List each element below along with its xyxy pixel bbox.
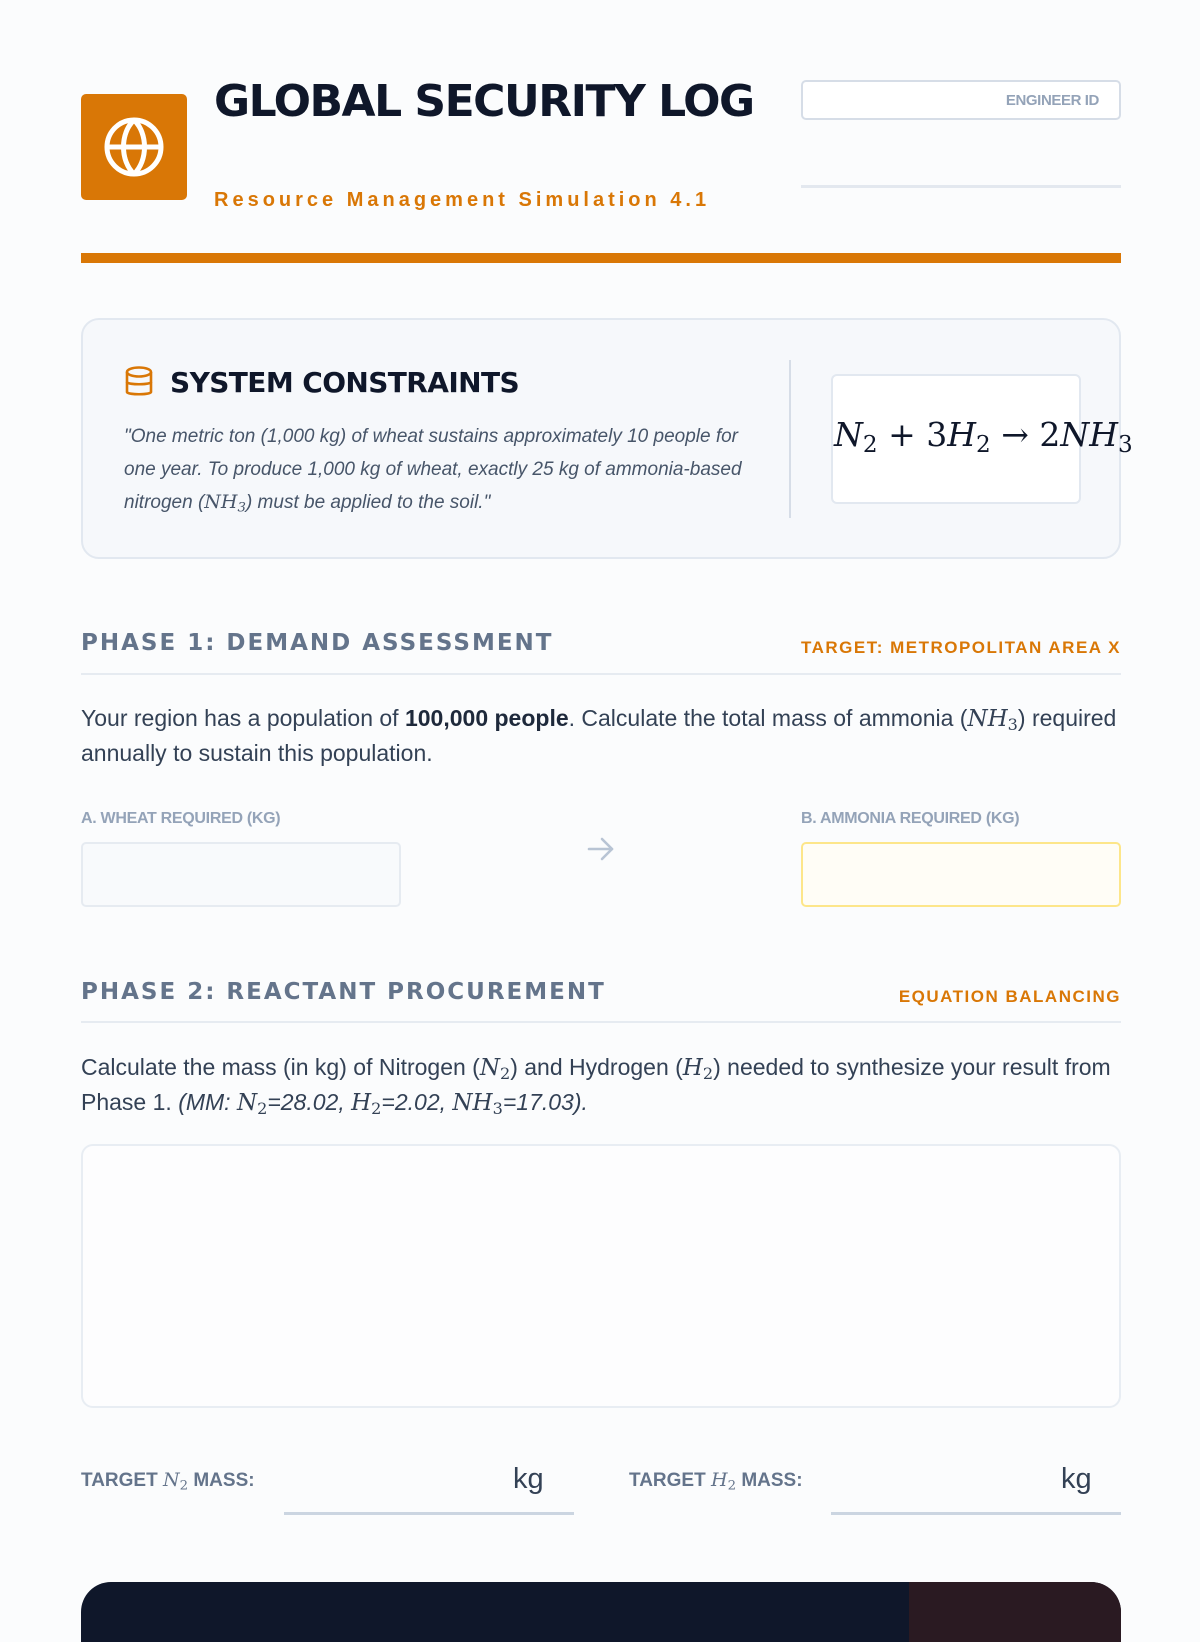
card-divider: [789, 360, 791, 518]
engineer-id-field[interactable]: ENGINEER ID: [801, 80, 1121, 120]
phase1-instructions: Your region has a population of 100,000 people. Calculate the total mass of ammonia $(NH_3)$ required annually to sustain this population.: [81, 705, 1117, 766]
phase2-tag: EQUATION BALANCING: [898, 987, 1121, 1006]
phase1-title: PHASE 1: DEMAND ASSESSMENT: [81, 630, 554, 656]
engineer-id-underline: [801, 185, 1121, 188]
ammonia-required-label: B. AMMONIA REQUIRED (KG): [801, 810, 1020, 827]
phase1-tag: TARGET: METROPOLITAN AREA X: [800, 638, 1121, 657]
reaction-equation: $N_2 + 3H_2 \to 2NH_3$: [834, 415, 1133, 458]
page-subtitle: Resource Management Simulation 4.1: [214, 189, 711, 211]
target-h2-input[interactable]: [831, 1512, 1121, 1515]
ammonia-required-input[interactable]: [801, 842, 1121, 907]
phase2-title: PHASE 2: REACTANT PROCUREMENT: [81, 979, 606, 1005]
phase2-instructions: Calculate the mass (in kg) of Nitrogen $(N_2)$ and Hydrogen $(H_2)$ needed to synthesize your result from Phase 1. (MM: $N_2=28.02$, $H_2=2.02$, $NH_3=17.03$).: [81, 1054, 1111, 1119]
footer-bar: [81, 1582, 1121, 1642]
footer-accent-panel: [909, 1582, 1121, 1642]
page-title: GLOBAL SECURITY LOG: [214, 76, 754, 127]
header-divider: [81, 253, 1121, 263]
arrow-right-icon: [586, 834, 616, 864]
target-h2-label: TARGET $H_2$ MASS:: [629, 1469, 803, 1494]
globe-icon: [102, 115, 166, 179]
target-h2-unit: kg: [1061, 1463, 1092, 1495]
target-n2-label: TARGET $N_2$ MASS:: [81, 1469, 255, 1494]
constraints-title: SYSTEM CONSTRAINTS: [170, 366, 520, 399]
wheat-required-label: A. WHEAT REQUIRED (KG): [81, 810, 281, 827]
database-icon: [124, 366, 154, 398]
target-n2-unit: kg: [513, 1463, 544, 1495]
system-constraints-card: [81, 318, 1133, 559]
calculation-work-area[interactable]: [81, 1144, 1121, 1408]
constraints-quote: "One metric ton (1,000 kg) of wheat sustains approximately 10 people for one year. To produce 1,000 kg of wheat, exactly 25 kg of ammonia-based nitrogen $(NH_3)$ must be applied to the soil.": [124, 426, 742, 516]
target-n2-input[interactable]: [284, 1512, 574, 1515]
logo: [81, 94, 187, 200]
phase1-divider: [81, 673, 1121, 675]
wheat-required-input[interactable]: [81, 842, 401, 907]
phase2-divider: [81, 1021, 1121, 1023]
